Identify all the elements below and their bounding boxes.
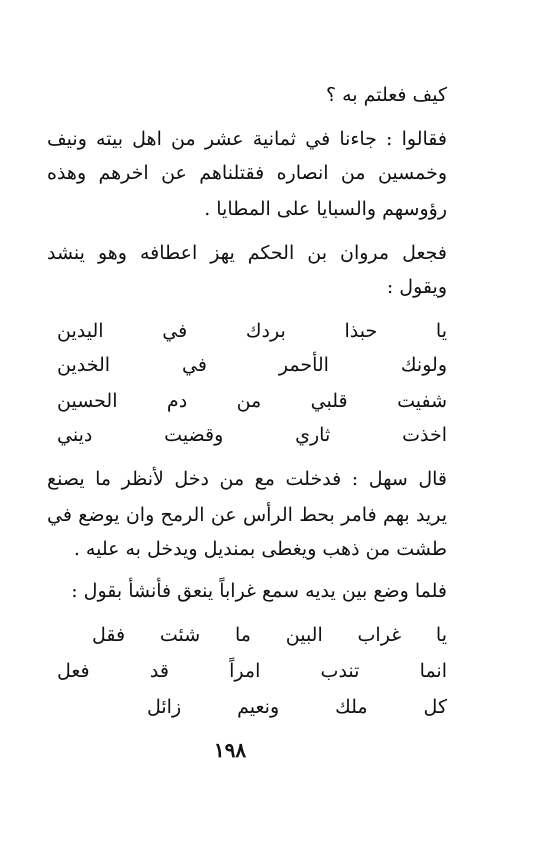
text-line: وخمسين من انصاره فقتلناهم عن اخرهم وهذه (47, 162, 447, 184)
text-line: فقالوا : جاءنا في ثمانية عشر من اهل بيته ونيف (47, 128, 447, 150)
page-number: ١٩٨ (213, 738, 247, 762)
poem-verse: يا حبذا بردك في اليدين (57, 320, 447, 342)
text-line: فجعل مروان بن الحكم يهز اعطافه وهو ينشد (47, 242, 447, 264)
poem-verse: انما تندب امراً قد فعل (57, 660, 447, 682)
text-line: قال سهل : فدخلت مع من دخل لأنظر ما يصنع (47, 468, 447, 490)
poem-verse: كل ملك ونعيم زائل (147, 696, 447, 718)
poem-verse: ولونك الأحمر في الخدين (57, 354, 447, 376)
text-line: يريد بهم فامر بحط الرأس عن الرمح وان يوضع في (47, 504, 447, 526)
text-line: فلما وضع بين يديه سمع غراباً ينعق فأنشأ بقول : (71, 580, 447, 602)
text-line: كيف فعلتم به ؟ (325, 84, 447, 106)
text-line: ويقول : (386, 276, 447, 298)
poem-verse: يا غراب البين ما شئت فقل (92, 624, 447, 646)
poem-verse: شفيت قلبي من دم الحسين (57, 390, 447, 412)
text-line: طشت من ذهب ويغطى بمنديل ويدخل به عليه . (73, 538, 447, 560)
poem-verse: اخذت ثاري وقضيت ديني (57, 424, 447, 446)
text-line: رؤوسهم والسبايا على المطايا . (204, 198, 447, 220)
